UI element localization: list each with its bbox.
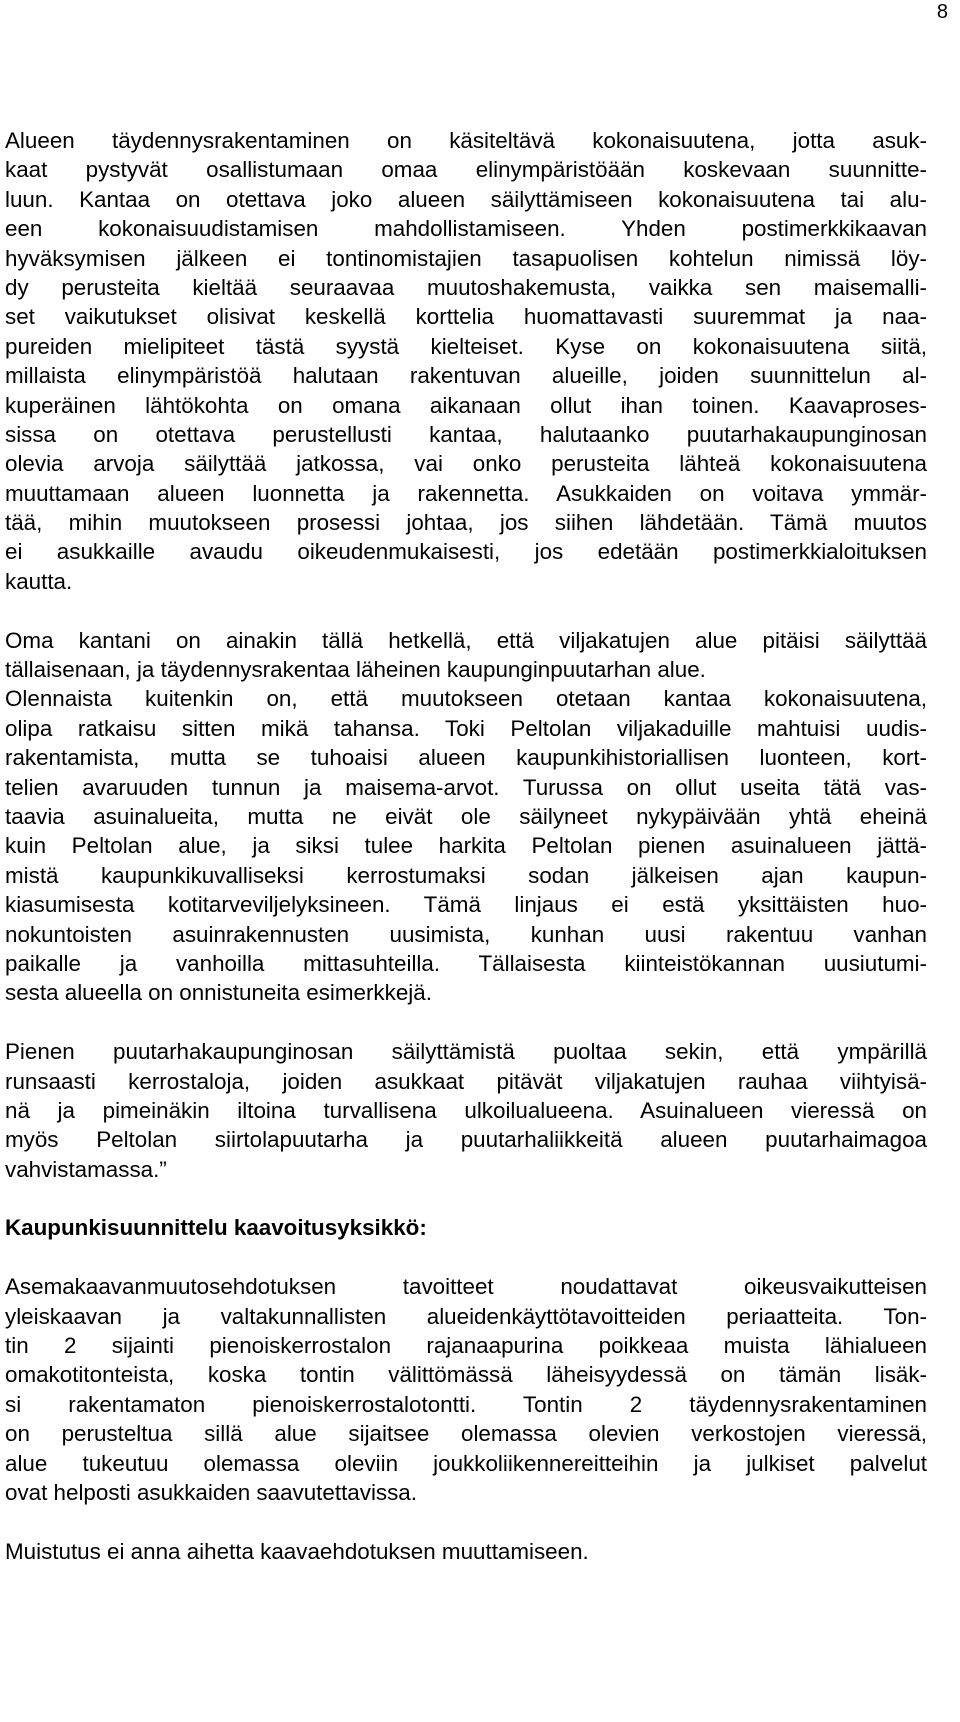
- text-line: telien avaruuden tunnun ja maisema-arvot. Turussa on ollut useita tätä vas-: [5, 774, 927, 800]
- text-line: alue tukeutuu olemassa oleviin joukkoliikennereitteihin ja julkiset palvelut: [5, 1450, 927, 1476]
- text-line: taavia asuinalueita, mutta ne eivät ole säilyneet nykypäivään yhtä eheinä: [5, 803, 927, 829]
- text-line: olipa ratkaisu sitten mikä tahansa. Toki Peltolan viljakaduille mahtuisi uudis-: [5, 715, 927, 741]
- paragraph-1: [5, 126, 927, 596]
- text-line: luun. Kantaa on otettava joko alueen säilyttämiseen kokonaisuutena tai alu-: [5, 186, 927, 212]
- text-line: Asemakaavanmuutosehdotuksen tavoitteet noudattavat oikeusvaikutteisen: [5, 1274, 927, 1300]
- text-line: kuin Peltolan alue, ja siksi tulee harkita Peltolan pienen asuinalueen jättä-: [5, 833, 927, 859]
- text-line: tin 2 sijainti pienoiskerrostalon rajanaapurina poikkeaa muista lähialueen: [5, 1333, 927, 1359]
- text-line: ei asukkaille avaudu oikeudenmukaisesti, jos edetään postimerkkialoituksen: [5, 539, 927, 565]
- paragraph-gap: [5, 1008, 927, 1037]
- text-line: vahvistamassa.”: [5, 1156, 167, 1182]
- text-line: nä ja pimeinäkin iltoina turvallisena ulkoilualueena. Asuinalueen vieressä on: [5, 1097, 927, 1123]
- text-line: dy perusteita kieltää seuraavaa muutoshakemusta, vaikka sen maisemalli-: [5, 274, 927, 300]
- text-line: kaat pystyvät osallistumaan omaa elinympäristöään koskevaan suunnitte-: [5, 157, 927, 183]
- section-heading-block: [5, 1213, 927, 1242]
- text-line: rakentamista, mutta se tuhoaisi alueen kaupunkihistoriallisen luonteen, kort-: [5, 745, 927, 771]
- document-body: [5, 126, 927, 1566]
- text-line: omakotitonteista, koska tontin välittömässä läheisyydessä on tämän lisäk-: [5, 1362, 927, 1388]
- text-line: olevia arvoja säilyttää jatkossa, vai onko perusteita lähteä kokonaisuutena: [5, 451, 927, 477]
- text-line: Oma kantani on ainakin tällä hetkellä, että viljakatujen alue pitäisi säilyttää: [5, 627, 927, 653]
- section-heading: Kaupunkisuunnittelu kaavoitusyksikkö:: [5, 1215, 427, 1241]
- text-line: Alueen täydennysrakentaminen on käsiteltävä kokonaisuutena, jotta asuk-: [5, 128, 927, 153]
- paragraph-5: [5, 1272, 927, 1507]
- paragraph-gap: [5, 1507, 927, 1536]
- text-line: millaista elinympäristöä halutaan rakentuvan alueille, joiden suunnittelun al-: [5, 363, 927, 389]
- text-line: yleiskaavan ja valtakunnallisten alueidenkäyttötavoitteiden periaatteita. Ton-: [5, 1303, 927, 1329]
- text-line: Muistutus ei anna aihetta kaavaehdotuksen muuttamiseen.: [5, 1538, 589, 1564]
- text-line: ovat helposti asukkaiden saavutettavissa.: [5, 1479, 417, 1505]
- paragraph-gap: [5, 1184, 927, 1213]
- text-line: tää, mihin muutokseen prosessi johtaa, jos siihen lähdetään. Tämä muutos: [5, 510, 927, 536]
- text-line: een kokonaisuudistamisen mahdollistamiseen. Yhden postimerkkikaavan: [5, 216, 927, 242]
- text-line: paikalle ja vanhoilla mittasuhteilla. Tällaisesta kiinteistökannan uusiutumi-: [5, 950, 927, 976]
- paragraph-gap: [5, 596, 927, 625]
- page-number: 8: [936, 1, 948, 23]
- text-line: myös Peltolan siirtolapuutarha ja puutarhaliikkeitä alueen puutarhaimagoa: [5, 1127, 927, 1153]
- text-line: kuperäinen lähtökohta on omana aikanaan ollut ihan toinen. Kaavaproses-: [5, 392, 927, 418]
- text-line: Pienen puutarhakaupunginosan säilyttämistä puoltaa sekin, että ympärillä: [5, 1039, 927, 1065]
- paragraph-6: [5, 1537, 927, 1566]
- text-line: nokuntoisten asuinrakennusten uusimista, kunhan uusi rakentuu vanhan: [5, 921, 927, 947]
- text-line: set vaikutukset olisivat keskellä korttelia huomattavasti suuremmat ja naa-: [5, 304, 927, 330]
- paragraph-3: [5, 1037, 927, 1184]
- text-line: mistä kaupunkikuvalliseksi kerrostumaksi sodan jälkeisen ajan kaupun-: [5, 862, 927, 888]
- text-line: sissa on otettava perustellusti kantaa, halutaanko puutarhakaupunginosan: [5, 421, 927, 447]
- paragraph-2: [5, 626, 927, 1008]
- text-line: muuttamaan alueen luonnetta ja rakennetta. Asukkaiden on voitava ymmär-: [5, 480, 927, 506]
- paragraph-gap: [5, 1243, 927, 1272]
- text-line: kautta.: [5, 568, 73, 594]
- text-line: hyväksymisen jälkeen ei tontinomistajien tasapuolisen kohtelun nimissä löy-: [5, 245, 927, 271]
- text-line: on perusteltua sillä alue sijaitsee olemassa olevien verkostojen vieressä,: [5, 1421, 927, 1447]
- text-line: tällaisenaan, ja täydennysrakentaa läheinen kaupunginpuutarhan alue.: [5, 657, 706, 683]
- text-line: si rakentamaton pienoiskerrostalotontti. Tontin 2 täydennysrakentaminen: [5, 1391, 927, 1417]
- text-line: pureiden mielipiteet tästä syystä kielteiset. Kyse on kokonaisuutena siitä,: [5, 333, 927, 359]
- text-line: kiasumisesta kotitarveviljelyksineen. Tämä linjaus ei estä yksittäisten huo-: [5, 892, 927, 918]
- text-line: sesta alueella on onnistuneita esimerkkejä.: [5, 980, 432, 1006]
- text-line: Olennaista kuitenkin on, että muutokseen otetaan kantaa kokonaisuutena,: [5, 686, 927, 712]
- text-line: runsaasti kerrostaloja, joiden asukkaat pitävät viljakatujen rauhaa viihtyisä-: [5, 1068, 927, 1094]
